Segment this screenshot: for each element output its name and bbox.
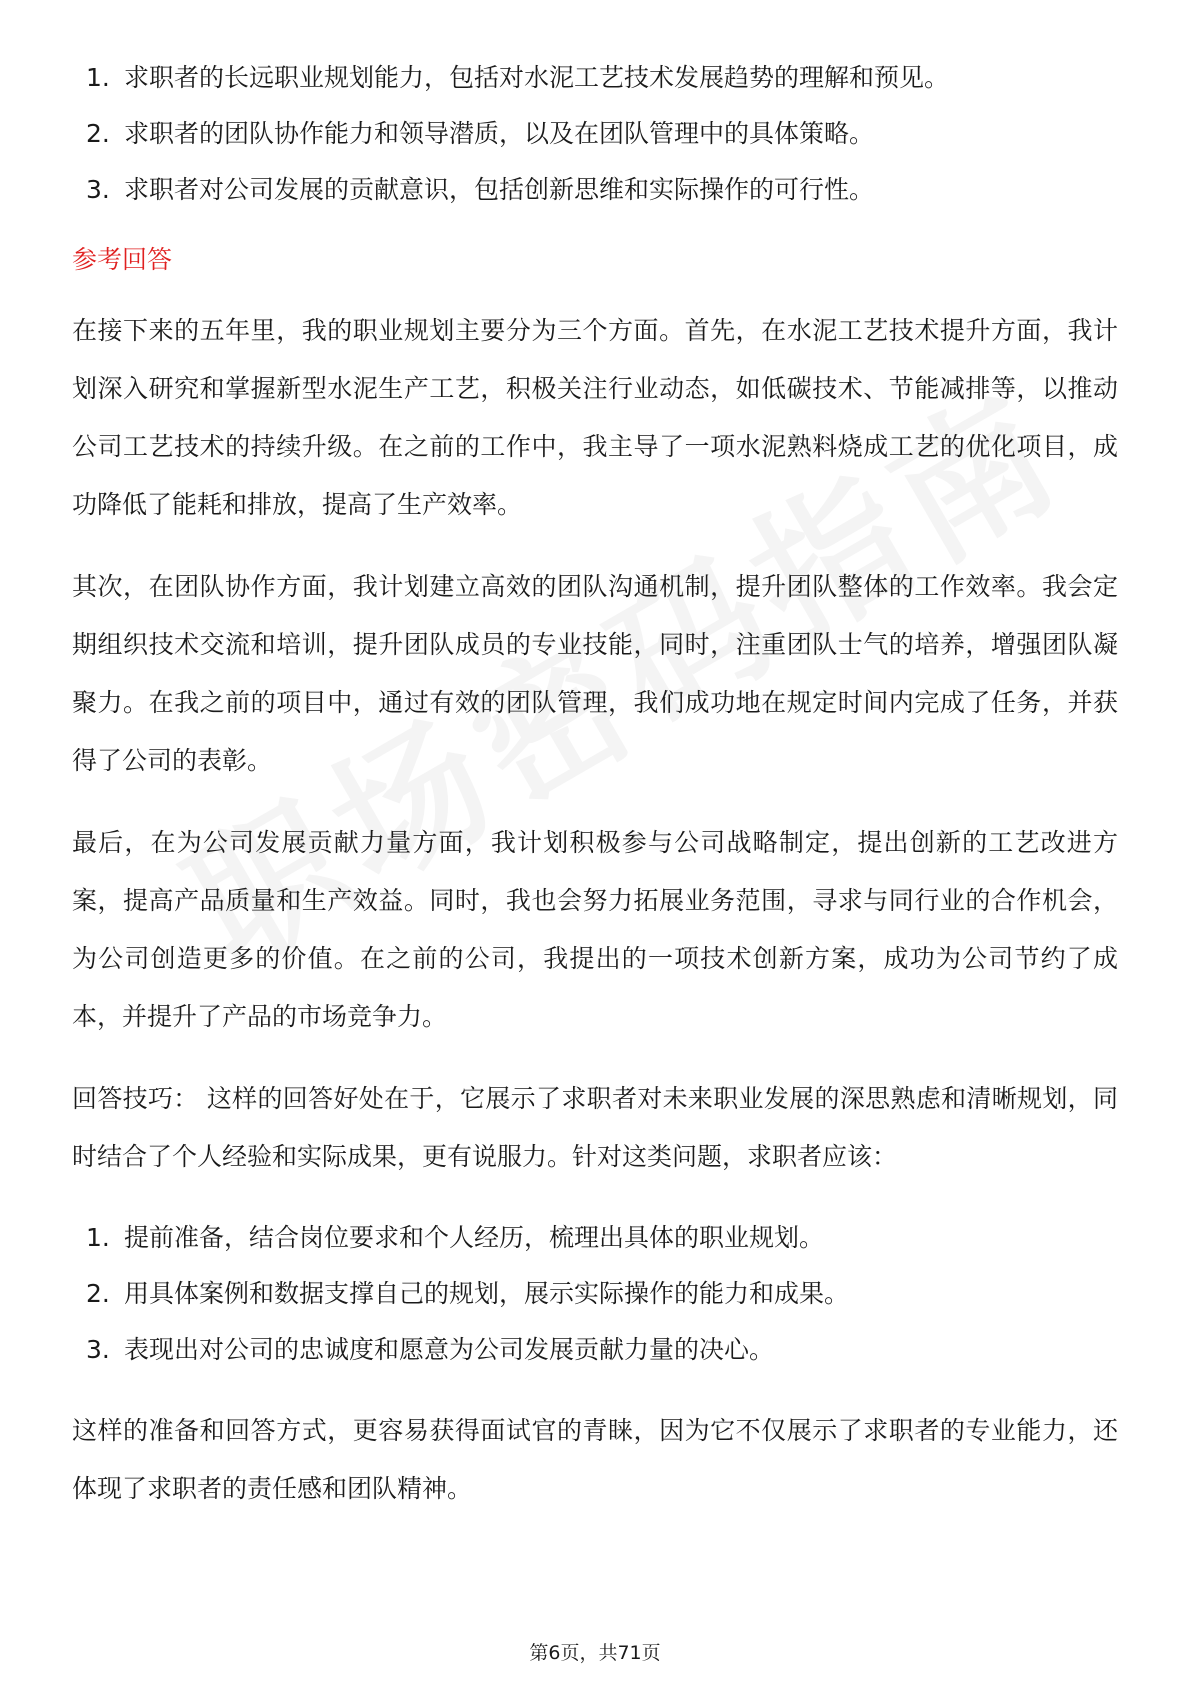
list-item: 3. 求职者对公司发展的贡献意识，包括创新思维和实际操作的可行性。 xyxy=(86,175,875,204)
evaluation-points-list xyxy=(72,64,1118,204)
page-number: 第6页，共71页 xyxy=(529,1642,661,1664)
answer-paragraph-2: 其次，在团队协作方面，我计划建立高效的团队沟通机制，提升团队整体的工作效率。我会定期组织技术交流和培训，提升团队成员的专业技能，同时，注重团队士气的培养，增强团队凝聚力。在我之前的项目中，通过有效的团队管理，我们成功地在规定时间内完成了任务，并获得了公司的表彰。 xyxy=(72,572,1118,775)
tips-paragraph: 回答技巧： 这样的回答好处在于，它展示了求职者对未来职业发展的深思熟虑和清晰规划，同时结合了个人经验和实际成果，更有说服力。针对这类问题，求职者应该： xyxy=(72,1084,1118,1171)
answer-paragraph-1: 在接下来的五年里，我的职业规划主要分为三个方面。首先，在水泥工艺技术提升方面，我计划深入研究和掌握新型水泥生产工艺，积极关注行业动态，如低碳技术、节能减排等，以推动公司工艺技术的持续升级。在之前的工作中，我主导了一项水泥熟料烧成工艺的优化项目，成功降低了能耗和排放，提高了生产效率。 xyxy=(72,316,1118,519)
list-item: 3. 表现出对公司的忠诚度和愿意为公司发展贡献力量的决心。 xyxy=(86,1335,775,1364)
tips-list xyxy=(72,1224,1118,1364)
closing-paragraph: 这样的准备和回答方式，更容易获得面试官的青睐，因为它不仅展示了求职者的专业能力，还体现了求职者的责任感和团队精神。 xyxy=(72,1416,1118,1503)
answer-paragraph-3: 最后，在为公司发展贡献力量方面，我计划积极参与公司战略制定，提出创新的工艺改进方案，提高产品质量和生产效益。同时，我也会努力拓展业务范围，寻求与同行业的合作机会，为公司创造更多的价值。在之前的公司，我提出的一项技术创新方案，成功为公司节约了成本，并提升了产品的市场竞争力。 xyxy=(72,828,1118,1031)
list-item: 1. 求职者的长远职业规划能力，包括对水泥工艺技术发展趋势的理解和预见。 xyxy=(86,63,950,92)
list-item: 1. 提前准备，结合岗位要求和个人经历，梳理出具体的职业规划。 xyxy=(86,1223,825,1252)
page-content xyxy=(72,56,1118,1518)
list-item: 2. 求职者的团队协作能力和领导潜质，以及在团队管理中的具体策略。 xyxy=(86,119,875,148)
section-heading: 参考回答 xyxy=(72,245,173,274)
list-item: 2. 用具体案例和数据支撑自己的规划，展示实际操作的能力和成果。 xyxy=(86,1279,850,1308)
